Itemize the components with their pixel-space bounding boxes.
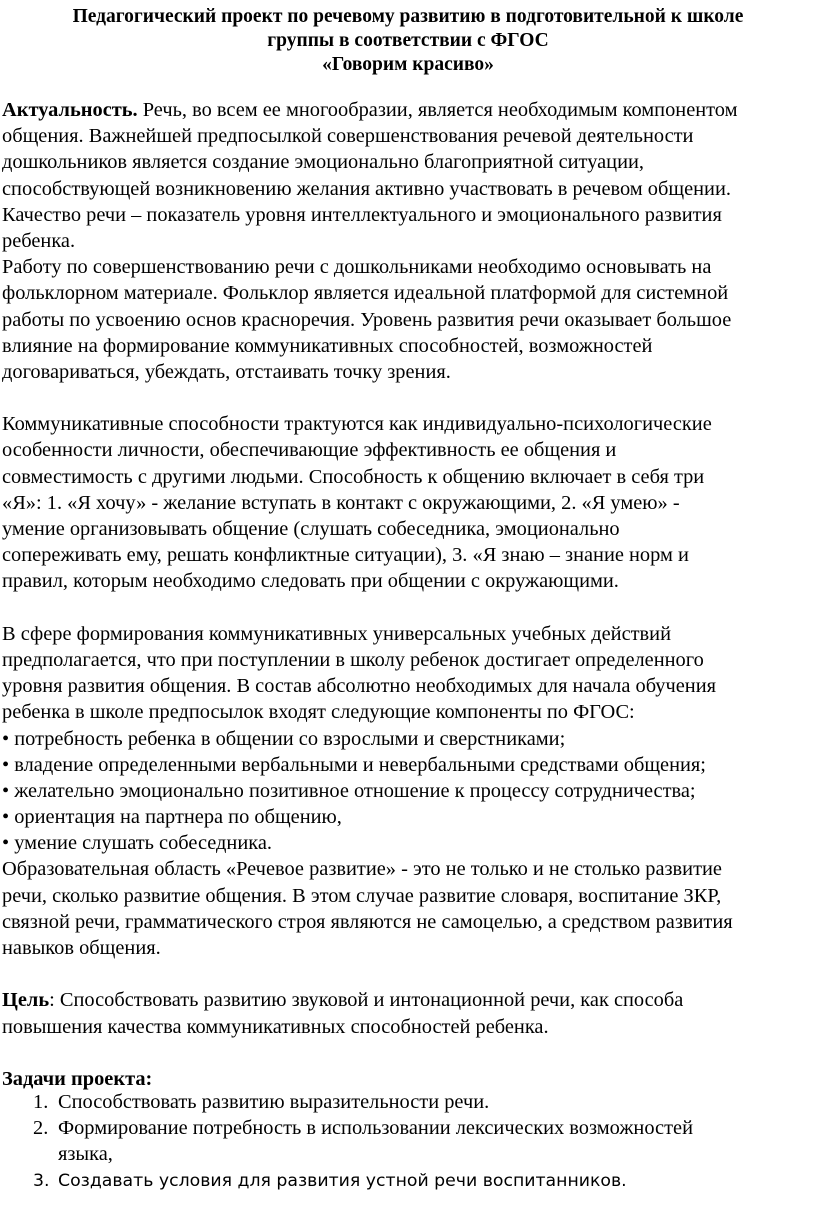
paragraph-line: «Я»: 1. «Я хочу» - желание вступать в контакт с окружающими, 2. «Я умею» - <box>2 491 680 514</box>
list-item <box>0 1089 816 1115</box>
list-item-text: Формирование потребность в использовании лексических возможностей <box>58 1117 693 1140</box>
document-title <box>0 5 816 77</box>
tasks-heading: Задачи проекта: <box>2 1067 153 1090</box>
paragraph-line: Работу по совершенствованию речи с дошкольниками необходимо основывать на <box>2 256 712 279</box>
paragraph-line: навыков общения. <box>2 937 161 959</box>
bullet-item: • владение определенными вербальными и невербальными средствами общения; <box>2 753 706 776</box>
bullet-item: • желательно эмоционально позитивное отношение к процессу сотрудничества; <box>2 779 696 802</box>
paragraph-line: ребенка в школе предпосылок входят следующие компоненты по ФГОС: <box>2 701 635 724</box>
goal-label: Цель <box>2 989 50 1012</box>
bullet-item: • потребность ребенка в общении со взрослыми и сверстниками; <box>2 727 566 750</box>
paragraph-line: фольклорном материале. Фольклор является идеальной платформой для системной <box>2 282 729 305</box>
list-item-text: языка, <box>58 1143 113 1166</box>
paragraph-line: Актуальность. Речь, во всем ее многообразии, является необходимым компонентом <box>2 99 738 121</box>
paragraph-line: речи, сколько развитие общения. В этом случае развитие словаря, воспитание ЗКР, <box>2 884 722 907</box>
paragraph-line: особенности личности, обеспечивающие эффективность ее общения и <box>2 439 617 462</box>
paragraph-line: дошкольников является создание эмоционально благоприятной ситуации, <box>2 151 645 174</box>
list-item-number: 3. <box>33 1170 50 1191</box>
list-item-number: 2. <box>33 1117 49 1140</box>
list-item-text: Способствовать развитию выразительности речи. <box>58 1091 490 1113</box>
paragraph-line: Качество речи – показатель уровня интеллектуального и эмоционального развития <box>2 203 722 226</box>
title-line-1: Педагогический проект по речевому развитию в подготовительной к школе <box>72 6 744 27</box>
paragraph-line: ребенка. <box>2 229 76 252</box>
paragraph-line: влияние на формирование коммуникативных способностей, возможностей <box>2 334 653 357</box>
paragraph-line: Цель: Способствовать развитию звуковой и интонационной речи, как способа <box>2 989 684 1012</box>
bullet-item: • умение слушать собеседника. <box>2 832 272 855</box>
paragraph-line: работы по усвоению основ красноречия. Уровень развития речи оказывает большое <box>2 308 732 331</box>
paragraph-line: Образовательная область «Речевое развитие» - это не только и не столько развитие <box>2 858 722 881</box>
paragraph-line: умение организовывать общение (слушать собеседника, эмоционально <box>2 518 620 540</box>
paragraph-line: связной речи, грамматического строя являются не самоцелью, а средством развития <box>2 910 733 933</box>
document-body <box>2 97 814 1092</box>
relevance-label: Актуальность. <box>2 99 138 121</box>
list-item <box>0 1168 816 1194</box>
paragraph-line: совместимость с другими людьми. Способность к общению включает в себя три <box>2 465 705 488</box>
paragraph-line: Коммуникативные способности трактуются как индивидуально-психологические <box>2 413 712 436</box>
paragraph-line: уровня развития общения. В состав абсолютно необходимых для начала обучения <box>2 675 716 698</box>
list-item <box>0 1115 816 1141</box>
list-item-number: 1. <box>33 1091 49 1113</box>
paragraph-line: договариваться, убеждать, отстаивать точку зрения. <box>2 360 451 383</box>
title-line-3: «Говорим красиво» <box>322 54 494 75</box>
paragraph-line: предполагается, что при поступлении в школу ребенок достигает определенного <box>2 648 704 671</box>
paragraph-line: правил, которым необходимо следовать при общении с окружающими. <box>2 570 619 593</box>
paragraph-line: общения. Важнейшей предпосылкой совершенствования речевой деятельности <box>2 125 694 148</box>
title-line-2: группы в соответствии с ФГОС <box>267 30 549 51</box>
tasks-list <box>0 1089 816 1194</box>
paragraph-line: способствующей возникновению желания активно участвовать в речевом общении. <box>2 177 731 200</box>
paragraph-line: В сфере формирования коммуникативных универсальных учебных действий <box>2 622 672 645</box>
list-item-text: Создавать условия для развития устной речи воспитанников. <box>58 1170 627 1191</box>
list-item-continuation <box>0 1141 816 1167</box>
bullet-item: • ориентация на партнера по общению, <box>2 806 342 829</box>
paragraph-line: повышения качества коммуникативных способностей ребенка. <box>2 1015 549 1038</box>
paragraph-line: сопереживать ему, решать конфликтные ситуации), 3. «Я знаю – знание норм и <box>2 544 689 567</box>
